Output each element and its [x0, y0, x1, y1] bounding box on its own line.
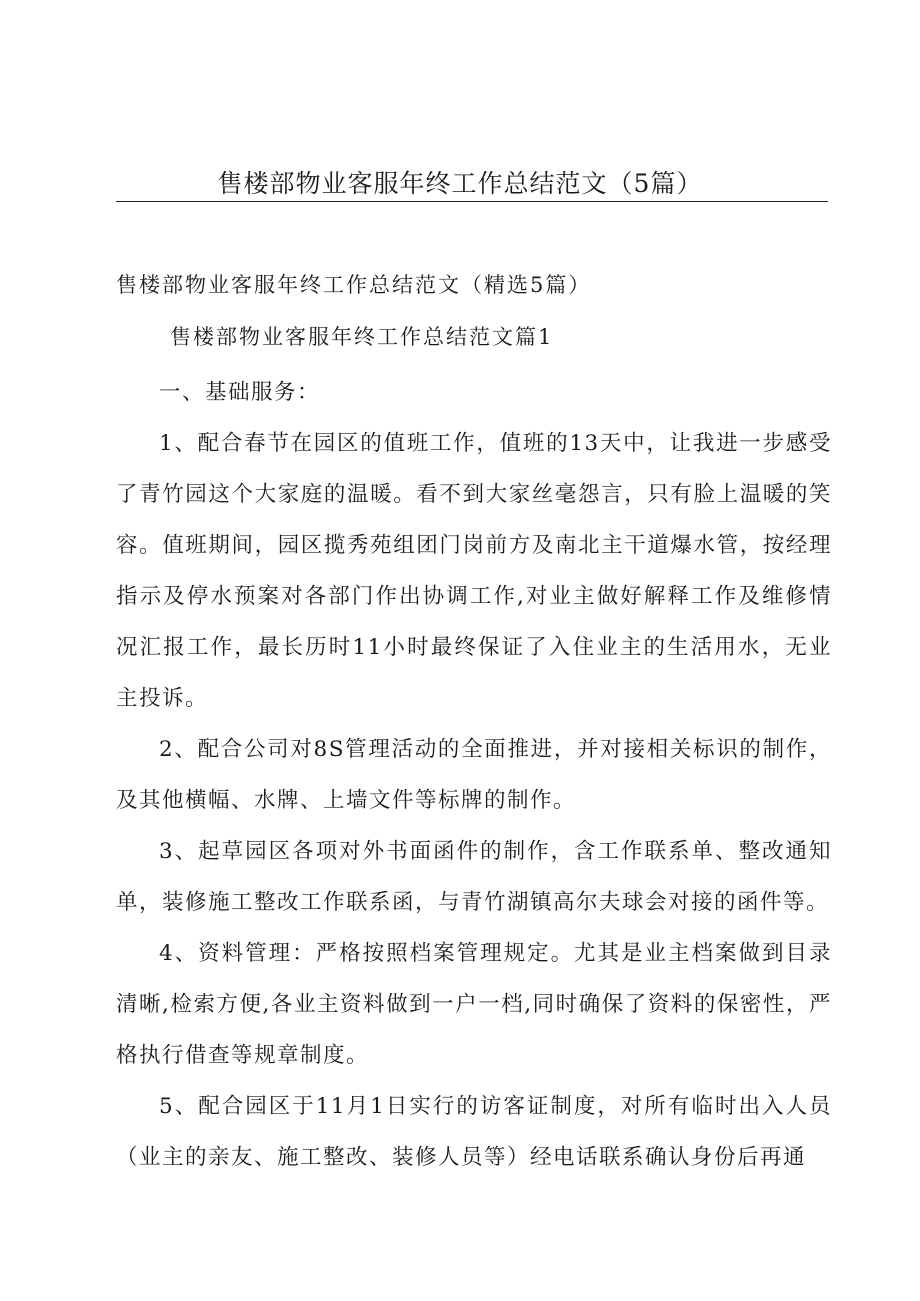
document-title: 售楼部物业客服年终工作总结范文（5篇）	[217, 169, 703, 198]
paragraph-item-3: 3、起草园区各项对外书面函件的制作，含工作联系单、整改通知单，装修施工整改工作联系函，与青竹湖镇高尔夫球会对接的函件等。	[116, 839, 832, 915]
document-subtitle: 售楼部物业客服年终工作总结范文（精选5篇）	[116, 273, 592, 297]
title-underline	[116, 201, 828, 202]
paragraph-basic-services: 一、基础服务：	[159, 380, 321, 405]
section-heading: 售楼部物业客服年终工作总结范文篇1	[170, 325, 554, 349]
paragraph-item-4: 4、资料管理：严格按照档案管理规定。尤其是业主档案做到目录清晰,检索方便,各业主资料做到一户一档,同时确保了资料的保密性，严格执行借查等规章制度。	[116, 941, 832, 1068]
document-body	[116, 367, 832, 1183]
paragraph-item-5: 5、配合园区于11月1日实行的访客证制度，对所有临时出入人员（业主的亲友、施工整改、装修人员等）经电话联系确认身份后再通	[116, 1094, 832, 1170]
paragraph-item-2: 2、配合公司对8S管理活动的全面推进，并对接相关标识的制作，及其他横幅、水牌、上墙文件等标牌的制作。	[116, 737, 832, 813]
paragraph-item-1: 1、配合春节在园区的值班工作，值班的13天中，让我进一步感受了青竹园这个大家庭的温暖。看不到大家丝毫怨言，只有脸上温暖的笑容。值班期间，园区揽秀苑组团门岗前方及南北主干道爆水管，按经理指示及停水预案对各部门作出协调工作,对业主做好解释工作及维修情况汇报工作，最长历时11小时最终保证了入住业主的生活用水，无业主投诉。	[116, 431, 832, 711]
